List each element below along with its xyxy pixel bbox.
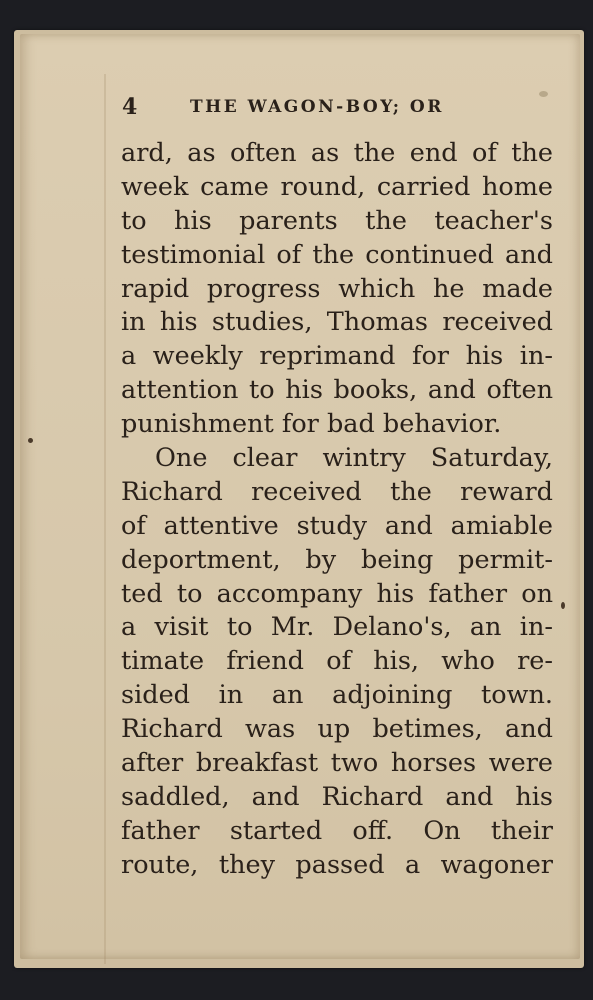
text-line: to his parents the teacher's <box>121 205 553 236</box>
text-line: rapid progress which he made <box>121 273 553 304</box>
text-line: father started off. On their <box>121 815 553 846</box>
text-line: saddled, and Richard and his <box>121 781 553 812</box>
text-line: punishment for bad behavior. <box>121 409 502 440</box>
text-line: Richard received the reward <box>121 476 553 507</box>
text-line: route, they passed a wagoner <box>121 849 553 880</box>
text-line: ard, as often as the end of the <box>121 138 553 168</box>
text-line: after breakfast two horses were <box>121 748 553 779</box>
page-fold-line <box>104 74 106 964</box>
text-line: a visit to Mr. Delano's, an in- <box>121 612 553 643</box>
text-line: week came round, carried home <box>121 171 553 202</box>
page-number: 4 <box>122 94 138 120</box>
text-line: a weekly reprimand for his in- <box>121 341 553 372</box>
text-line: testimonial of the continued and <box>121 239 553 270</box>
running-title: THE WAGON-BOY; OR <box>190 97 444 117</box>
text-line: of attentive study and amiable <box>121 510 553 541</box>
page-header <box>122 92 562 122</box>
ink-spot <box>28 438 33 443</box>
text-line: timate friend of his, who re- <box>121 646 553 677</box>
text-line: sided in an adjoining town. <box>121 680 553 711</box>
text-line: ted to accompany his father on <box>121 578 553 609</box>
text-line: Richard was up betimes, and <box>121 714 553 745</box>
ink-spot <box>561 602 565 609</box>
text-line: deportment, by being permit- <box>121 544 553 575</box>
text-line: in his studies, Thomas received <box>121 307 553 338</box>
body-text <box>121 137 553 883</box>
text-line: attention to his books, and often <box>121 375 553 406</box>
text-line: One clear wintry Saturday, <box>155 443 553 474</box>
